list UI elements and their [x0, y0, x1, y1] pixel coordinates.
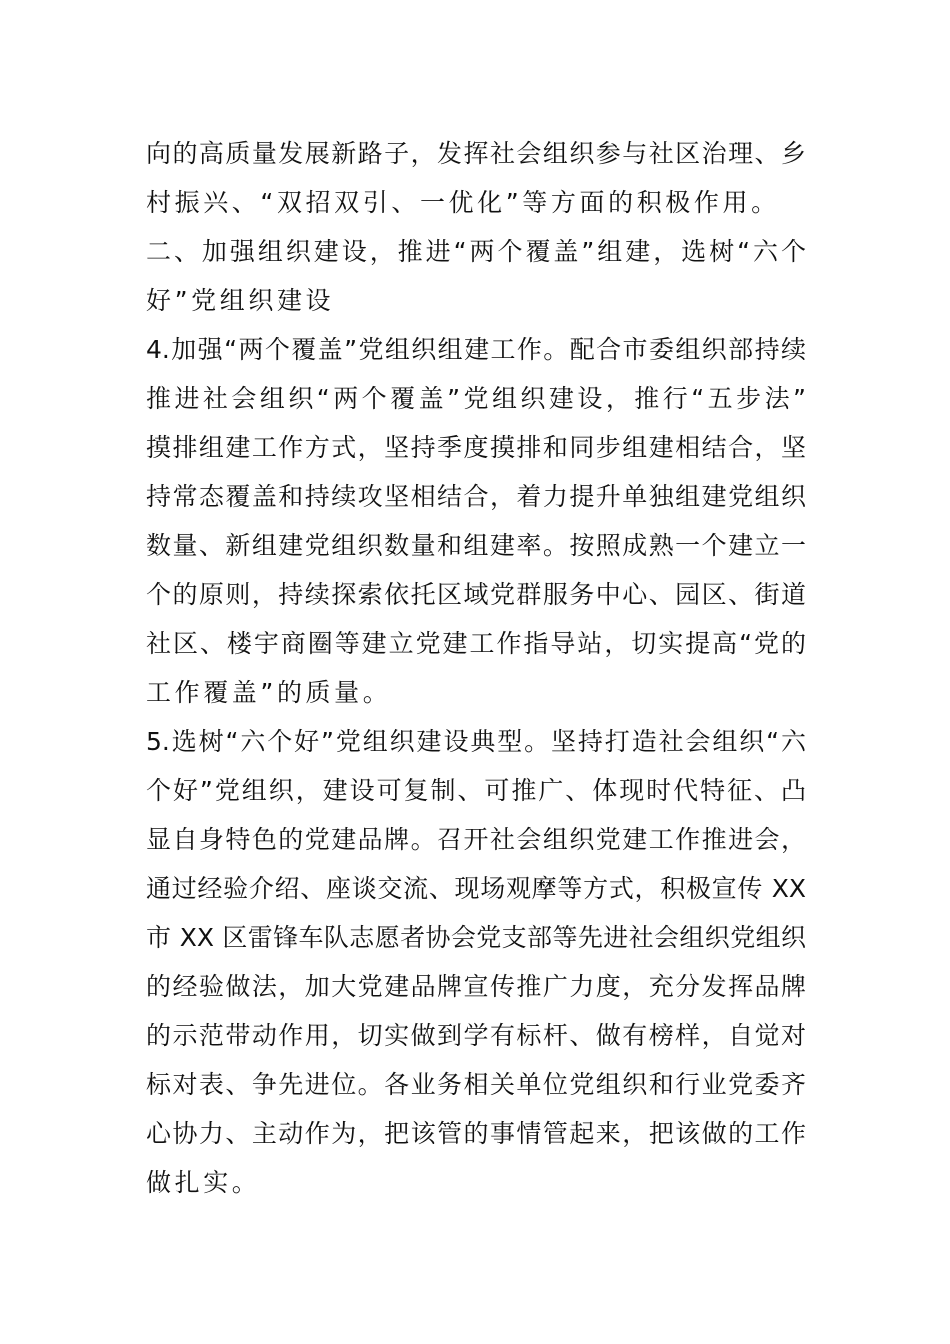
section-heading-line: 好”党组织建设 [146, 286, 335, 315]
section-heading-line: 二、加强组织建设，推进“两个覆盖”组建，选树“六个 [146, 237, 806, 266]
text-line: 标对表、争先进位。各业务相关单位党组织和行业党委齐 [146, 1070, 806, 1099]
text-line: 市 XX 区雷锋车队志愿者协会党支部等先进社会组织党组织 [146, 923, 806, 952]
text-line: 数量、新组建党组织数量和组建率。按照成熟一个建立一 [146, 531, 806, 560]
text-line: 的经验做法，加大党建品牌宣传推广力度，充分发挥品牌 [146, 972, 806, 1001]
text-line: 做扎实。 [146, 1168, 261, 1197]
text-line: 个好”党组织，建设可复制、可推广、体现时代特征、凸 [146, 776, 806, 805]
text-line: 摸排组建工作方式，坚持季度摸排和同步组建相结合，坚 [146, 433, 806, 462]
text-line: 村振兴、“双招双引、一优化”等方面的积极作用。 [146, 188, 780, 217]
text-line: 心协力、主动作为，把该管的事情管起来，把该做的工作 [146, 1119, 806, 1148]
text-line: 个的原则，持续探索依托区域党群服务中心、园区、街道 [146, 580, 806, 609]
text-line: 显自身特色的党建品牌。召开社会组织党建工作推进会， [146, 825, 806, 854]
text-line: 的示范带动作用，切实做到学有标杆、做有榜样，自觉对 [146, 1021, 806, 1050]
text-line: 社区、楼宇商圈等建立党建工作指导站，切实提高“党的 [146, 629, 806, 658]
text-line: 通过经验介绍、座谈交流、现场观摩等方式，积极宣传 XX [146, 874, 806, 903]
text-line: 推进社会组织“两个覆盖”党组织建设，推行“五步法” [146, 384, 806, 413]
text-line: 5.选树“六个好”党组织建设典型。坚持打造社会组织“六 [146, 727, 806, 756]
text-line: 持常态覆盖和持续攻坚相结合，着力提升单独组建党组织 [146, 482, 806, 511]
text-line: 4.加强“两个覆盖”党组织组建工作。配合市委组织部持续 [146, 335, 806, 364]
text-line: 工作覆盖”的质量。 [146, 678, 392, 707]
text-line: 向的高质量发展新路子，发挥社会组织参与社区治理、乡 [146, 139, 806, 168]
